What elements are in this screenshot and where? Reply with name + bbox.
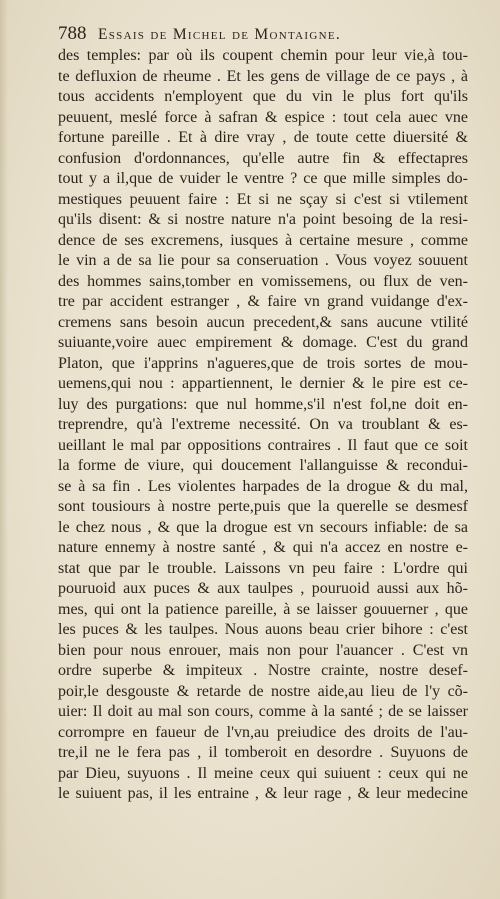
text-line: treprendre, qu'à l'extreme necessité. On va troublant & es- — [58, 416, 468, 433]
text-line: bien pour nous enrouer, mais non pour l'auancer . C'est vn — [58, 641, 468, 659]
text-line: les puces & les taulpes. Nous auons beau crier bihore : c'est — [58, 621, 468, 638]
text-line: pouruoid aux puces & aux taulpes , pouruoid aussi aux hõ- — [58, 580, 468, 597]
text-line: tre par accident estranger , & faire vn grand vuidange d'ex- — [58, 293, 468, 310]
page-number: 788 — [58, 23, 87, 44]
text-line: peuuent, meslé force à safran & espice : tout cela auec vne — [58, 108, 468, 126]
text-line: tre,il ne le fera pas , il tomberoit en desordre . Suyuons de — [58, 744, 468, 761]
text-line: la forme de viure, qui doucement l'allanguisse & recondui- — [58, 457, 468, 474]
text-line: poir,le desgouste & retarde de nostre aide,au lieu de l'y cõ- — [58, 682, 468, 700]
text-line: luy des purgations: que nul homme,s'il n'est fol,ne doit en- — [58, 395, 468, 413]
text-line: le chez nous , & que la drogue est vn secours infiable: de sa — [58, 518, 468, 536]
text-line: confusion d'ordonnances, qu'elle autre fin & effectapres — [58, 149, 468, 167]
text-line: par Dieu, suyuons . Il meine ceux qui suiuent : ceux qui ne — [58, 764, 468, 782]
text-line: uemens,qui nou : appartiennent, le dernier & le pire est ce- — [58, 375, 468, 392]
text-line: uier: Il doit au mal son cours, comme à la santé ; de se laisser — [58, 703, 468, 720]
text-line: le suiuent pas, il les entraine , & leur rage , & leur medecine — [58, 785, 468, 802]
running-head: Essais de Michel de Montaigne. — [98, 26, 342, 43]
page-gutter-shadow — [0, 0, 8, 899]
text-line: cremens sans besoin aucun precedent,& sans aucune vtilité — [58, 313, 468, 331]
text-line: te defluxion de rheume . Et les gens de village de ce pays , à — [58, 67, 468, 85]
text-line: ordre superbe & impiteux . Nostre crainte, nostre desef- — [58, 662, 468, 679]
body-text — [58, 46, 468, 805]
text-line: ueillant le mal par oppositions contraires . Il faut que ce soit — [58, 436, 468, 454]
text-line: stat que par le trouble. Laissons vn peu faire : L'ordre qui — [58, 559, 468, 577]
text-line: le vin a de sa lie pour sa conseruation . Vous voyez souuent — [58, 252, 468, 269]
text-line: suiuante,voire auec empirement & domage. C'est du grand — [58, 334, 468, 351]
text-line: dence de ses excremens, iusques à certaine mesure , comme — [58, 231, 468, 249]
text-line: corrompre en faueur de l'vn,au preiudice des droits de l'au- — [58, 723, 468, 741]
text-line: sont tousiours à nostre perte,puis que la querelle se desmesf — [58, 498, 468, 515]
text-line: mestiques peuuent faire : Et si ne sçay si c'est si vtilement — [58, 190, 468, 208]
text-line: nature ennemy à nostre santé , & qui n'a accez en nostre e- — [58, 539, 468, 556]
text-line: qu'ils disent: & si nostre nature n'a point besoing de la resi- — [58, 211, 468, 228]
text-line: des temples: par où ils coupent chemin pour leur vie,à tou- — [58, 47, 468, 64]
page-header — [58, 22, 478, 46]
text-line: fortune pareille . Et à dire vray , de toute cette diuersité & — [58, 129, 468, 146]
text-line: tous accidents n'employent que du vin le plus fort qu'ils — [58, 88, 468, 105]
text-line: Platon, que i'apprins n'agueres,que de trois sortes de mou- — [58, 354, 468, 372]
text-line: mes, qui ont la patience pareille, à se laisser gouuerner , que — [58, 600, 468, 618]
text-line: des hommes sains,tomber en vomissemens, ou flux de ven- — [58, 272, 468, 290]
text-line: se à sa fin . Les violentes harpades de la drogue & du mal, — [58, 477, 468, 495]
text-line: tout y a il,que de vuider le ventre ? ce que mille simples do- — [58, 170, 468, 187]
